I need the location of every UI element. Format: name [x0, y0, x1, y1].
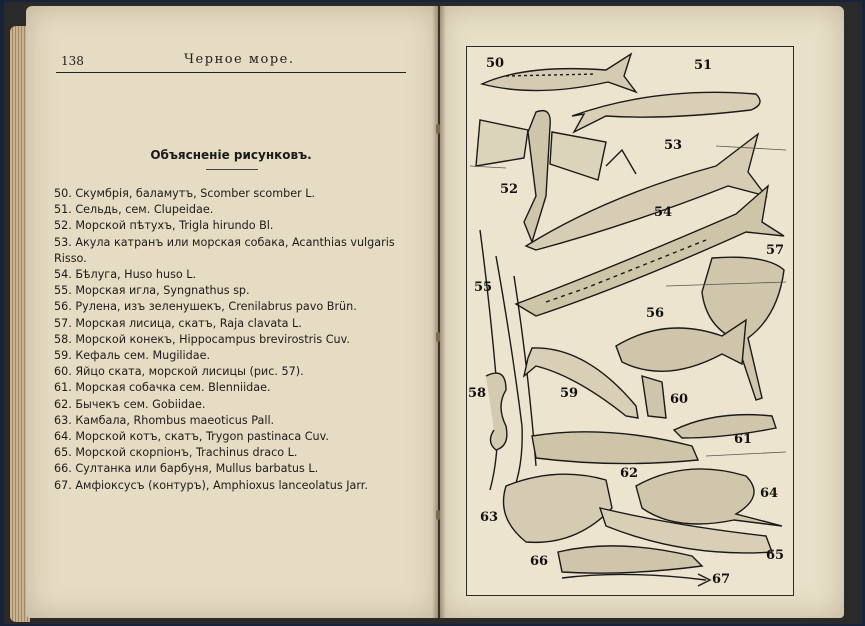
caption-entry: 64. Морской котъ, скатъ, Trygon pastinaca Cuv.: [54, 430, 329, 444]
figure-label: 50: [486, 56, 505, 71]
caption-entry: 52. Морской пѣтухъ, Trigla hirundo Bl.: [54, 219, 274, 233]
caption-entry: 66. Султанка или барбуня, Mullus barbatus L.: [54, 462, 319, 476]
binding-stitch: [436, 124, 440, 134]
caption-entry: 53. Акула катранъ или морская собака, Acanthias vulgaris Risso.: [54, 235, 395, 265]
left-page: [26, 6, 438, 618]
figure-label: 53: [664, 138, 683, 153]
fish-plate-illustration: [466, 46, 792, 594]
figure-label: 55: [474, 280, 493, 295]
binding-stitch: [436, 332, 440, 342]
caption-entry: 62. Бычекъ сем. Gobiidae.: [54, 397, 206, 411]
figure-label: 60: [670, 392, 689, 407]
caption-entry: 50. Скумбрія, баламутъ, Scomber scomber L.: [54, 187, 316, 200]
blenny-drawing: [674, 415, 776, 438]
binding-stitch: [436, 510, 440, 520]
running-head: [56, 50, 406, 73]
caption-entry: 55. Морская игла, Syngnathus sp.: [54, 284, 250, 298]
figure-label: 59: [560, 386, 579, 401]
flounder-drawing: [504, 474, 613, 542]
figure-label: 52: [500, 182, 519, 197]
caption-entry: 60. Яйцо ската, морской лисицы (рис. 57).: [54, 365, 304, 379]
figure-label: 63: [480, 510, 499, 525]
caption-entry: 58. Морской конекъ, Hippocampus brevirostris Cuv.: [54, 332, 350, 346]
running-title: Черное море.: [184, 52, 295, 67]
page-number: 138: [61, 54, 84, 68]
caption-entry: 59. Кефаль сем. Mugilidae.: [54, 349, 211, 363]
figure-label: 67: [712, 572, 731, 587]
caption-entry: 67. Амфіоксусъ (контуръ), Amphioxus lanceolatus Jarr.: [54, 478, 368, 492]
caption-entry: 57. Морская лисица, скатъ, Raja clavata L.: [54, 316, 302, 330]
section-heading: Объясненіе рисунковъ.: [150, 148, 312, 162]
caption-entry: 65. Морской скорпіонъ, Trachinus draco L.: [54, 446, 298, 460]
figure-label: 56: [646, 306, 665, 321]
mackerel-drawing: [482, 54, 636, 92]
figure-label: 58: [468, 386, 487, 401]
figure-label: 54: [654, 205, 673, 220]
caption-entry: 51. Сельдь, сем. Clupeidae.: [54, 203, 214, 217]
figure-label: 66: [530, 554, 549, 569]
figure-label: 61: [734, 432, 753, 447]
figure-label: 57: [766, 243, 785, 258]
caption-list: [54, 186, 434, 494]
caption-entry: 56. Рулена, изъ зеленушекъ, Crenilabrus pavo Brün.: [54, 300, 357, 314]
caption-entry: 61. Морская собачка сем. Blenniidae.: [54, 381, 271, 395]
herring-drawing: [572, 92, 760, 132]
seahorse-drawing: [486, 373, 507, 450]
heading-rule: [206, 169, 258, 170]
pipefish-drawing: [480, 230, 498, 490]
caption-entry: 54. Бѣлуга, Huso huso L.: [54, 268, 197, 282]
goby-drawing: [532, 432, 698, 464]
skate-egg-drawing: [642, 376, 666, 418]
figure-label: 62: [620, 466, 639, 481]
red-mullet-drawing: [558, 546, 702, 573]
book-gutter: [432, 6, 446, 618]
figure-label: 65: [766, 548, 785, 563]
caption-entry: 63. Камбала, Rhombus maeoticus Pall.: [54, 413, 275, 427]
amphioxus-drawing: [562, 574, 706, 580]
figure-label: 64: [760, 486, 779, 501]
figure-label: 51: [694, 58, 713, 73]
